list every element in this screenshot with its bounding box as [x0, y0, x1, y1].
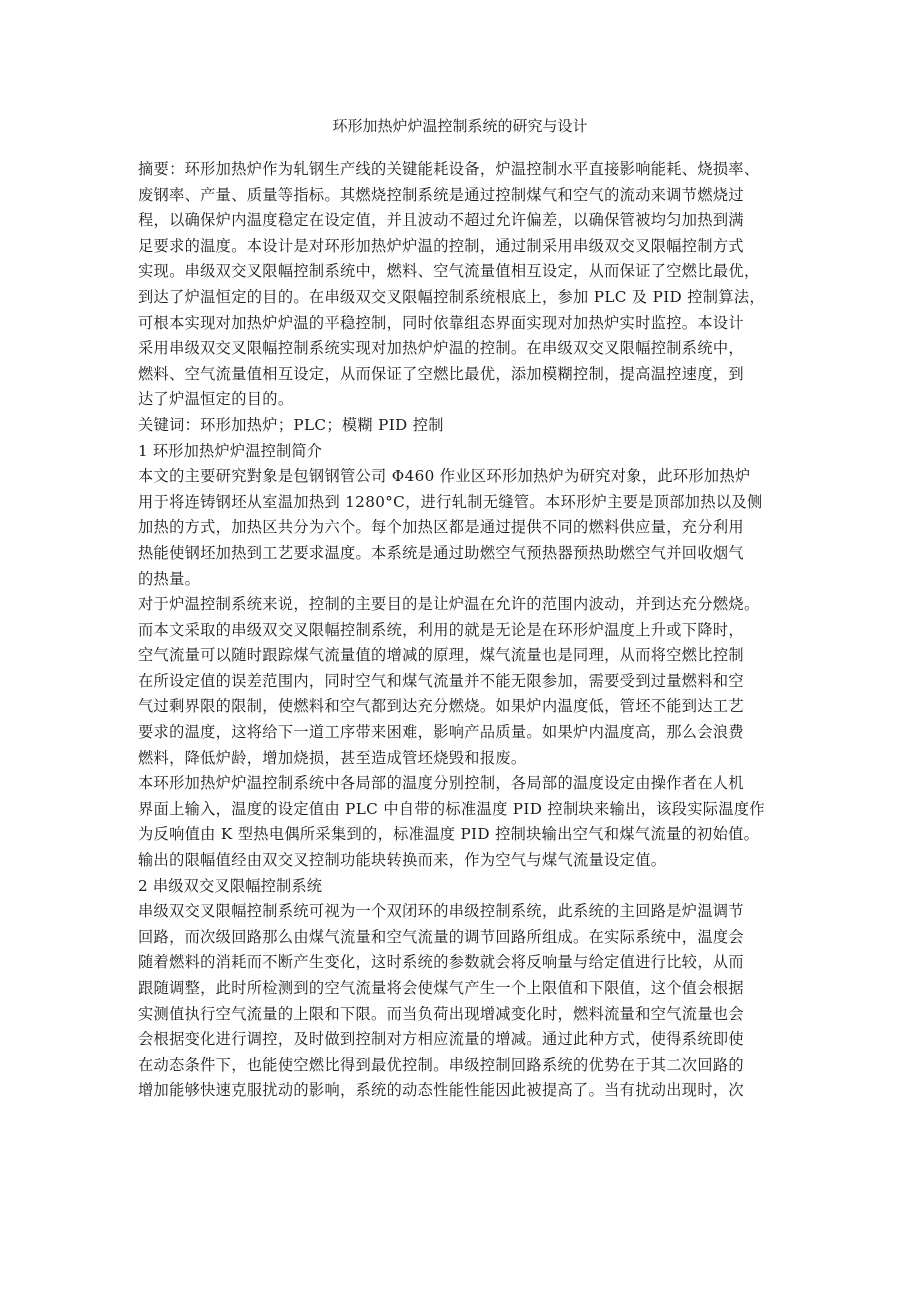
paragraph-line: 串级双交叉限幅控制系统可视为一个双闭环的串级控制系统，此系统的主回路是炉温调节 [138, 902, 744, 921]
paragraph-line: 加热的方式，加热区共分为六个。每个加热区都是通过提供不同的燃料供应量，充分利用 [138, 518, 744, 537]
abstract-line: 摘要：环形加热炉作为轧钢生产线的关键能耗设备，炉温控制水平直接影响能耗、烧损率、 [138, 160, 760, 178]
abstract-line: 足要求的温度。本设计是对环形加热炉炉温的控制，通过制采用串级双交叉限幅控制方式 [138, 236, 744, 255]
paragraph-line: 空气流量可以随时跟踪煤气流量值的增减的原理，煤气流量也是同理，从而将空燃比控制 [138, 646, 744, 665]
abstract-line: 燃料、空气流量值相互设定，从而保证了空燃比最优，添加模糊控制，提高温控速度，到 [138, 364, 744, 383]
abstract-line: 到达了炉温恒定的目的。在串级双交叉限幅控制系统根底上，参加 PLC 及 PID 控制算法， [138, 287, 765, 306]
paragraph-line: 本文的主要研究對象是包钢钢管公司 Φ460 作业区环形加热炉为研究对象，此环形加热炉 [138, 467, 751, 486]
paragraph-line: 为反响值由 K 型热电偶所采集到的，标准温度 PID 控制块输出空气和煤气流量的初始值。 [138, 825, 760, 844]
abstract-line: 采用串级双交叉限幅控制系统实现对加热炉炉温的控制。在串级双交叉限幅控制系统中， [138, 339, 744, 358]
abstract-line: 可根本实现对加热炉炉温的平稳控制，同时依靠组态界面实现对加热炉实时监控。本设计 [138, 313, 744, 332]
paragraph-line: 会根据变化进行调控，及时做到控制对方相应流量的增减。通过此种方式，使得系统即使 [138, 1030, 744, 1049]
paragraph-line: 增加能够快速克服扰动的影响，系统的动态性能性能因此被提高了。当有扰动出现时，次 [138, 1081, 744, 1100]
paragraph-line: 对于炉温控制系统来说，控制的主要目的是让炉温在允许的范围内波动，并到达充分燃烧。 [138, 595, 760, 614]
paragraph-line: 的热量。 [138, 569, 201, 588]
document-body [138, 157, 784, 1104]
paragraph-line: 界面上输入，温度的设定值由 PLC 中自带的标准温度 PID 控制块来输出，该段实际温度作 [138, 799, 765, 818]
paragraph-line: 实测值执行空气流量的上限和下限。而当负荷出现增减变化时，燃料流量和空气流量也会 [138, 1004, 744, 1023]
paragraph-line: 回路，而次级回路那么由煤气流量和空气流量的调节回路所组成。在实际系统中，温度会 [138, 927, 744, 946]
section-heading-2: 2 串级双交叉限幅控制系统 [138, 876, 323, 895]
paragraph-line: 跟随调整，此时所检测到的空气流量将会使煤气产生一个上限值和下限值，这个值会根据 [138, 979, 744, 997]
abstract-line: 达了炉温恒定的目的。 [138, 390, 294, 409]
paragraph-line: 而本文采取的串级双交叉限幅控制系统，利用的就是无论是在环形炉温度上升或下降时， [138, 620, 744, 639]
abstract-line: 实现。串级双交叉限幅控制系统中，燃料、空气流量值相互设定，从而保证了空燃比最优， [138, 262, 760, 281]
paragraph-line: 燃料，降低炉龄，增加烧损，甚至造成管坯烧毁和报废。 [138, 748, 527, 767]
section-heading-1: 1 环形加热炉炉温控制简介 [138, 441, 323, 460]
paragraph-line: 在动态条件下，也能使空燃比得到最优控制。串级控制回路系统的优势在于其二次回路的 [138, 1055, 744, 1074]
paragraph-line: 用于将连铸钢坯从室温加热到 1280°C，进行轧制无缝管。本环形炉主要是顶部加热以及侧 [138, 492, 763, 511]
paragraph-line: 气过剩界限的限制，使燃料和空气都到达充分燃烧。如果炉内温度低，管坯不能到达工艺 [138, 697, 744, 716]
paragraph-line: 热能使钢坯加热到工艺要求温度。本系统是通过助燃空气预热器预热助燃空气并回收烟气 [138, 543, 744, 562]
abstract-line: 程，以确保炉内温度稳定在设定值，并且波动不超过允许偏差，以确保管被均匀加热到满 [138, 211, 744, 230]
keywords-line: 关键词：环形加热炉；PLC；模糊 PID 控制 [138, 415, 444, 434]
abstract-line: 废钢率、产量、质量等指标。其燃烧控制系统是通过控制煤气和空气的流动来调节燃烧过 [138, 185, 744, 204]
paragraph-line: 输出的限幅值经由双交叉控制功能块转换而来，作为空气与煤气流量设定值。 [138, 851, 667, 870]
paragraph-line: 随着燃料的消耗而不断产生变化，这时系统的参数就会将反响量与给定值进行比较，从而 [138, 953, 744, 972]
document-title: 环形加热炉炉温控制系统的研究与设计 [332, 117, 588, 135]
paragraph-line: 本环形加热炉炉温控制系统中各局部的温度分别控制，各局部的温度设定由操作者在人机 [138, 774, 744, 793]
paragraph-line: 要求的温度，这将给下一道工序带来困难，影响产品质量。如果炉内温度高，那么会浪费 [138, 723, 744, 742]
paragraph-line: 在所设定值的误差范围内，同时空气和煤气流量并不能无限参加，需要受到过量燃料和空 [138, 671, 744, 690]
